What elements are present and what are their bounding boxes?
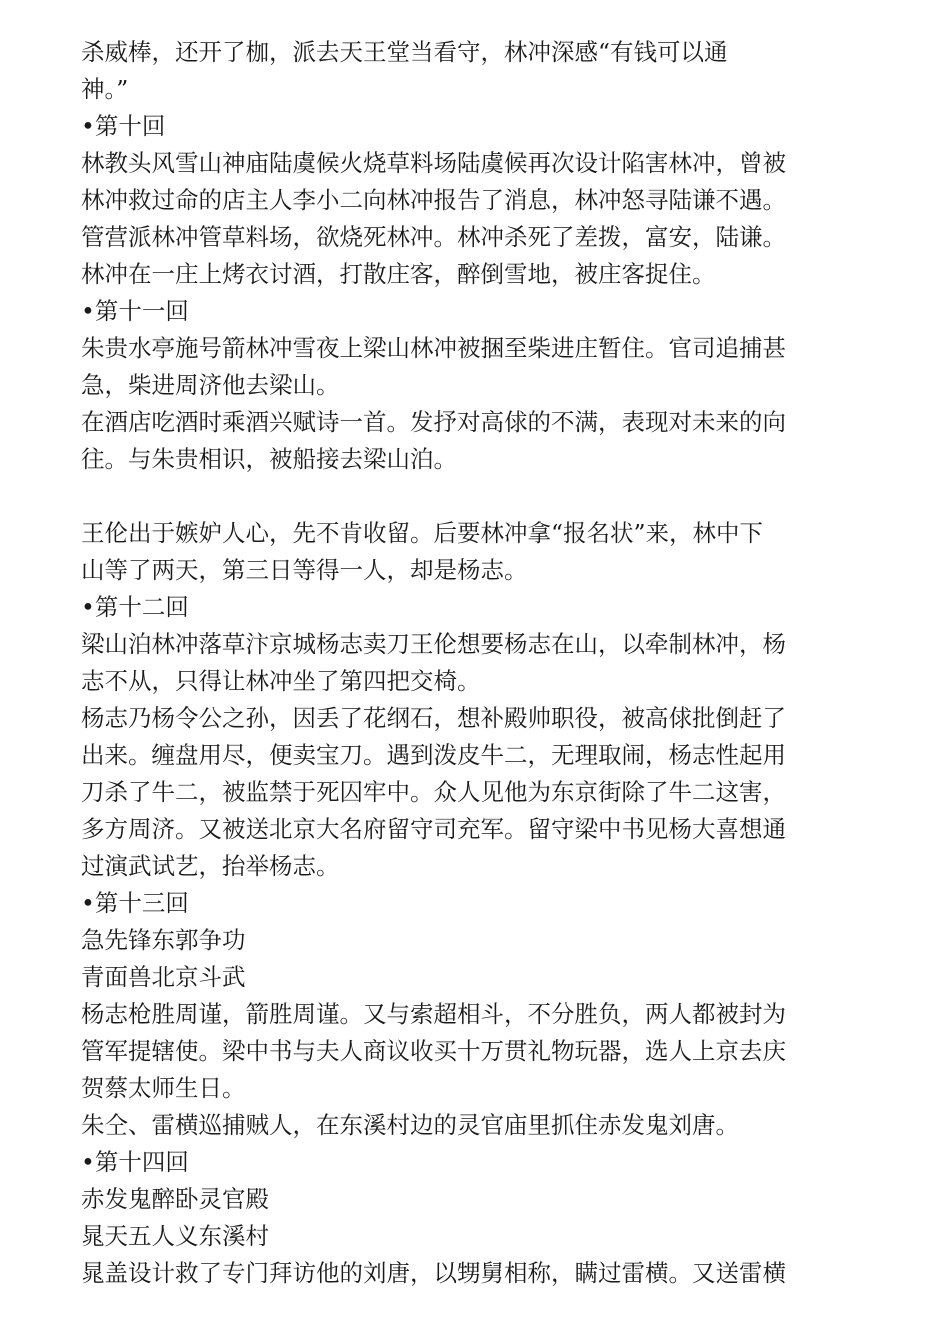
text-line: 贺蔡太师生日。: [81, 1074, 246, 1102]
text-line: 过演武试艺，抬举杨志。: [81, 852, 340, 880]
text-line: 急先锋东郭争功: [81, 926, 246, 954]
text-line: 神。”: [81, 75, 129, 103]
text-line: 林教头风雪山神庙陆虞候火烧草料场陆虞候再次设计陷害林冲，曾被: [81, 149, 786, 177]
text-line: 多方周济。又被送北京大名府留守司充军。留守梁中书见杨大喜想通: [81, 815, 786, 843]
text-line: 杀威棒，还开了枷，派去天王堂当看守，林冲深感“有钱可以通: [81, 38, 728, 66]
text-line: 青面兽北京斗武: [81, 963, 246, 991]
chapter-heading: •第十三回: [81, 889, 189, 917]
text-line: 管军提辖使。梁中书与夫人商议收买十万贯礼物玩器，选人上京去庆: [81, 1037, 786, 1065]
chapter-heading: •第十一回: [81, 297, 189, 325]
text-line: 晁盖设计救了专门拜访他的刘唐，以甥舅相称，瞒过雷横。又送雷横: [81, 1259, 786, 1287]
text-line: 王伦出于嫉妒人心，先不肯收留。后要林冲拿“报名状”来，林中下: [81, 519, 764, 547]
text-line: 急，柴进周济他去梁山。: [81, 371, 340, 399]
text-line: 梁山泊林冲落草汴京城杨志卖刀王伦想要杨志在山，以牵制林冲，杨: [81, 630, 786, 658]
text-line: 出来。缠盘用尽，便卖宝刀。遇到泼皮牛二，无理取闹，杨志性起用: [81, 741, 786, 769]
text-line: 朱贵水亭施号箭林冲雪夜上梁山林冲被捆至柴进庄暂住。官司追捕甚: [81, 334, 786, 362]
text-line: 山等了两天，第三日等得一人，却是杨志。: [81, 556, 528, 584]
text-line: 林冲救过命的店主人李小二向林冲报告了消息，林冲怒寻陆谦不遇。: [81, 186, 786, 214]
text-line: 志不从，只得让林冲坐了第四把交椅。: [81, 667, 481, 695]
text-line: 杨志乃杨令公之孙，因丢了花纲石，想补殿帅职役，被高俅批倒赶了: [81, 704, 786, 732]
text-line: 刀杀了牛二，被监禁于死囚牢中。众人见他为东京街除了牛二这害，: [81, 778, 786, 806]
chapter-heading: •第十回: [81, 112, 166, 140]
text-line: 晁天五人义东溪村: [81, 1222, 269, 1250]
text-line: 赤发鬼醉卧灵官殿: [81, 1185, 269, 1213]
text-line: 杨志枪胜周谨，箭胜周谨。又与索超相斗，不分胜负，两人都被封为: [81, 1000, 786, 1028]
text-line: 在酒店吃酒时乘酒兴赋诗一首。发抒对高俅的不满，表现对未来的向: [81, 408, 786, 436]
text-line: 往。与朱贵相识，被船接去梁山泊。: [81, 445, 457, 473]
chapter-heading: •第十四回: [81, 1148, 189, 1176]
blank-line: [81, 478, 856, 515]
text-line: 林冲在一庄上烤衣讨酒，打散庄客，醉倒雪地，被庄客捉住。: [81, 260, 716, 288]
chapter-heading: •第十二回: [81, 593, 189, 621]
document-body: [81, 34, 856, 1292]
text-line: 管营派林冲管草料场，欲烧死林冲。林冲杀死了差拨，富安，陆谦。: [81, 223, 786, 251]
text-line: 朱仝、雷横巡捕贼人，在东溪村边的灵官庙里抓住赤发鬼刘唐。: [81, 1111, 739, 1139]
